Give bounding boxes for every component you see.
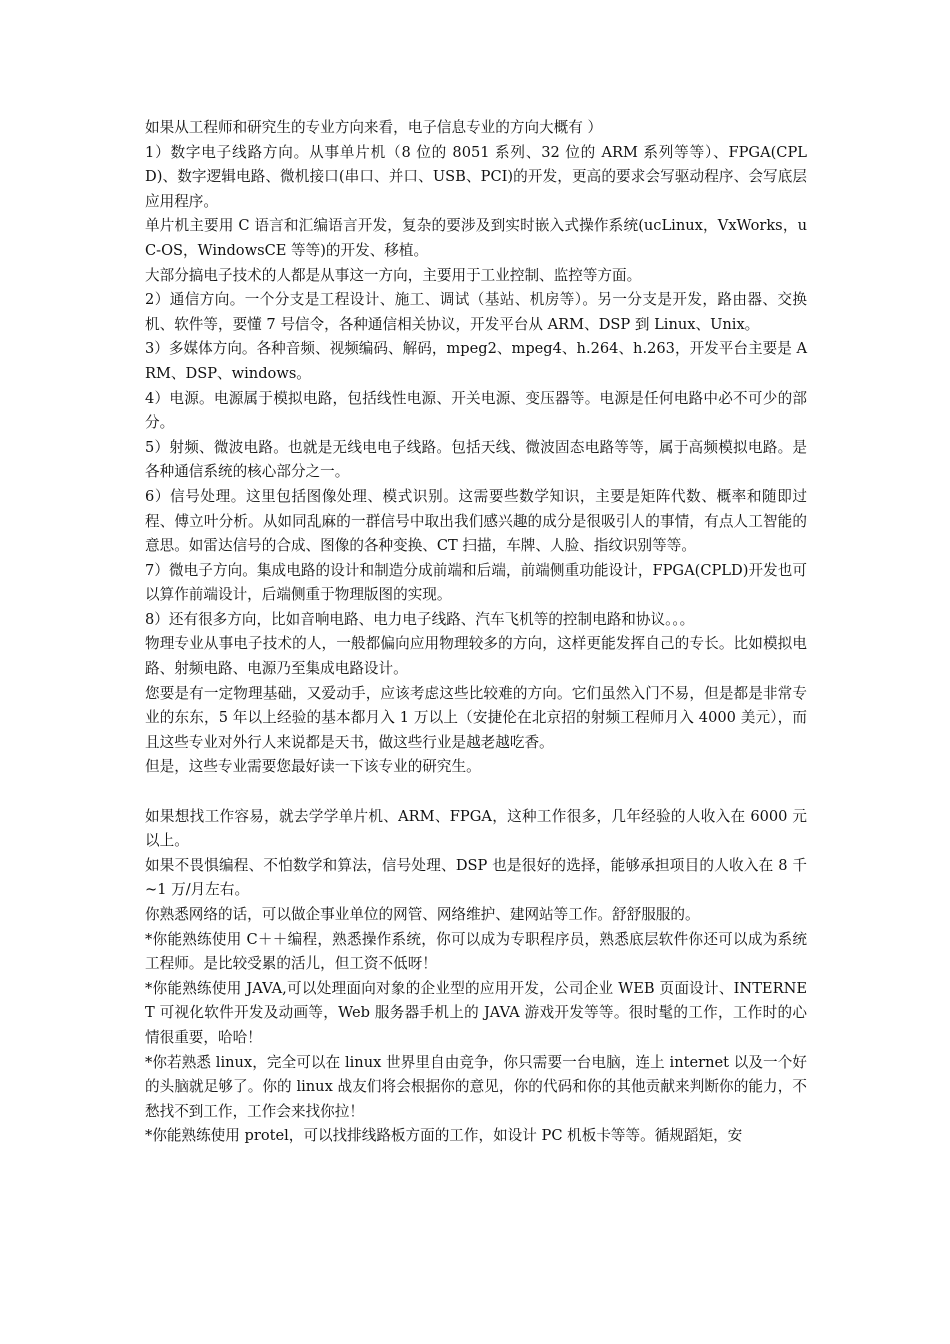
paragraph-java-jobs: *你能熟练使用 JAVA,可以处理面向对象的企业型的应用开发，公司企业 WEB 页面设计、INTERNET 可视化软件开发及动画等，Web 服务器手机上的 JAVA 游戏开发等等。很时髦的工作，工作时的心情很重要，哈哈！ [145, 979, 807, 1046]
blank-line [145, 780, 807, 805]
paragraph-linux-jobs: *你若熟悉 linux，完全可以在 linux 世界里自由竞争，你只需要一台电脑，连上 internet 以及一个好的头脑就足够了。你的 linux 战友们将会根据你的意见，你的代码和你的其他贡献来判断你的能力，不愁找不到工作，工作会来找你拉！ [145, 1053, 807, 1120]
document-body [145, 116, 807, 1149]
paragraph-protel-jobs: *你能熟练使用 protel，可以找排线路板方面的工作，如设计 PC 机板卡等等。循规蹈矩，安 [145, 1127, 743, 1145]
paragraph-microelectronics: 7）微电子方向。集成电路的设计和制造分成前端和后端，前端侧重功能设计，FPGA(CPLD)开发也可以算作前端设计，后端侧重于物理版图的实现。 [145, 561, 807, 604]
paragraph-rf-microwave: 5）射频、微波电路。也就是无线电电子线路。包括天线、微波固态电路等等，属于高频模拟电路。是各种通信系统的核心部分之一。 [145, 438, 807, 481]
paragraph-network-jobs: 你熟悉网络的话，可以做企事业单位的网管、网络维护、建网站等工作。舒舒服服的。 [145, 906, 700, 923]
paragraph-dsp-choice: 如果不畏惧编程、不怕数学和算法，信号处理、DSP 也是很好的选择，能够承担项目的人收入在 8 千~1 万/月左右。 [145, 856, 807, 899]
paragraph-physics-major: 物理专业从事电子技术的人，一般都偏向应用物理较多的方向，这样更能发挥自己的专长。比如模拟电路、射频电路、电源乃至集成电路设计。 [145, 635, 807, 678]
paragraph-hard-directions: 您要是有一定物理基础，又爱动手，应该考虑这些比较难的方向。它们虽然入门不易，但是都是非常专业的东东，5 年以上经验的基本都月入 1 万以上（安捷伦在北京招的射频工程师月入 4000 美元），而且这些专业对外行人来说都是天书，做这些行业是越老越吃香。 [145, 684, 807, 751]
paragraph-signal-processing: 6）信号处理。这里包括图像处理、模式识别。这需要些数学知识，主要是矩阵代数、概率和随即过程、傅立叶分析。从如同乱麻的一群信号中取出我们感兴趣的成分是很吸引人的事情，有点人工智能的意思。如雷达信号的合成、图像的各种变换、CT 扫描，车牌、人脸、指纹识别等等。 [145, 487, 807, 555]
paragraph-power-supply: 4）电源。电源属于模拟电路，包括线性电源、开关电源、变压器等。电源是任何电路中必不可少的部分。 [145, 389, 807, 432]
paragraph-mcu-languages: 单片机主要用 C 语言和汇编语言开发，复杂的要涉及到实时嵌入式操作系统(ucLinux，VxWorks，uC-OS，WindowsCE 等等)的开发、移植。 [145, 217, 807, 259]
paragraph-other-directions: 8）还有很多方向，比如音响电路、电力电子线路、汽车飞机等的控制电路和协议。。。 [145, 610, 695, 628]
paragraph-intro: 如果从工程师和研究生的专业方向来看，电子信息专业的方向大概有 ） [145, 119, 603, 136]
paragraph-graduate-study: 但是，这些专业需要您最好读一下该专业的研究生。 [145, 758, 481, 776]
paragraph-multimedia: 3）多媒体方向。各种音频、视频编码、解码，mpeg2、mpeg4、h.264、h.263，开发平台主要是 ARM、DSP、windows。 [145, 340, 807, 382]
paragraph-cpp-jobs: *你能熟练使用 C＋＋编程，熟悉操作系统，你可以成为专职程序员，熟悉底层软件你还可以成为系统工程师。是比较受累的活儿，但工资不低呀！ [145, 930, 807, 973]
paragraph-communications: 2）通信方向。一个分支是工程设计、施工、调试（基站、机房等）。另一分支是开发，路由器、交换机、软件等，要懂 7 号信令，各种通信相关协议，开发平台从 ARM、DSP 到 Linux、Unix。 [145, 291, 807, 333]
paragraph-industrial-control: 大部分搞电子技术的人都是从事这一方向，主要用于工业控制、监控等方面。 [145, 266, 642, 284]
paragraph-digital-circuits: 1）数字电子线路方向。从事单片机（8 位的 8051 系列、32 位的 ARM 系列等等）、FPGA(CPLD)、数字逻辑电路、微机接口(串口、并口、USB、PCI)的开发，更高的要求会写驱动程序、会写底层应用程序。 [145, 143, 807, 210]
paragraph-easy-jobs: 如果想找工作容易，就去学学单片机、ARM、FPGA，这种工作很多，几年经验的人收入在 6000 元以上。 [145, 807, 807, 850]
